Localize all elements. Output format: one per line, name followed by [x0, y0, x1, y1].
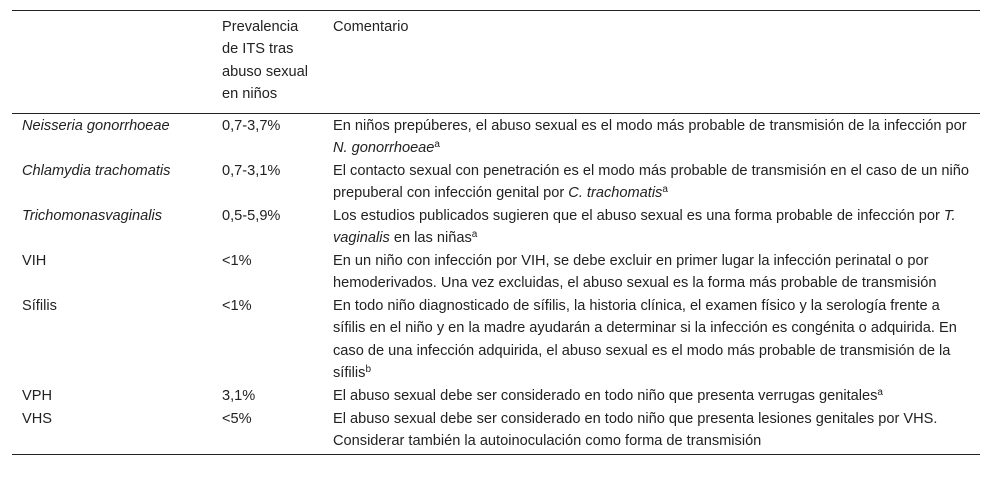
organism-cell: VHS	[22, 410, 53, 427]
comment-text: En todo niño diagnosticado de sífilis, la historia clínica, el examen físico y la serología frente a sífilis en el niño y en la madre ayudarán a determinar si la infección es congénita o adquirida. En caso de una infección adquirida, el abuso sexual es el modo más probable de transmisión de la sífilis	[333, 298, 957, 381]
prevalence-cell: 0,7-3,7%	[222, 117, 281, 134]
comment-text: En un niño con infección por VIH, se debe excluir en primer lugar la infección perinatal o por hemoderivados. Una vez excluidas, el abuso sexual es la forma más probable de transmisión	[333, 253, 937, 292]
comment-organism-name: N. gonorrhoeae	[333, 139, 435, 156]
prevalence-cell: <5%	[222, 410, 252, 427]
table-header	[12, 11, 980, 114]
comment-organism-name: C. trachomatis	[568, 184, 663, 201]
organism-cell: Sífilis	[22, 298, 57, 315]
header-prevalence: Prevalencia de ITS tras abuso sexual en niños	[222, 19, 309, 103]
prevalence-cell: <1%	[222, 298, 252, 315]
prevalence-cell: 3,1%	[222, 387, 256, 404]
table-body	[12, 113, 980, 454]
comment-text: El abuso sexual debe ser considerado en todo niño que presenta verrugas genitales	[333, 387, 878, 404]
header-row	[12, 11, 980, 114]
comment-cell	[323, 294, 980, 383]
comment-cell	[323, 113, 980, 159]
footnote-marker: a	[471, 229, 478, 241]
table-row	[12, 294, 980, 383]
footnote-marker: a	[877, 386, 883, 398]
comment-text: En niños prepúberes, el abuso sexual es el modo más probable de transmisión de la infección por	[333, 117, 967, 134]
organism-cell: Trichomonasvaginalis	[22, 208, 163, 224]
organism-cell: Chlamydia trachomatis	[22, 162, 171, 179]
comment-text: El abuso sexual debe ser considerado en todo niño que presenta lesiones genitales por VHS. Considerar también la autoinoculación como forma de transmisión	[333, 410, 938, 449]
sti-prevalence-table	[12, 10, 980, 455]
comment-cell	[323, 204, 980, 249]
comment-organism-name: T. vaginalis	[333, 208, 956, 247]
comment-cell	[323, 384, 980, 407]
table-row	[12, 384, 980, 407]
table-row	[12, 204, 980, 249]
table-row	[12, 249, 980, 294]
footnote-marker: b	[365, 363, 371, 375]
organism-cell: VIH	[22, 253, 47, 270]
table-row	[12, 113, 980, 159]
comment-text: El contacto sexual con penetración es el modo más probable de transmisión en el caso de un niño prepuberal con infección genital por	[333, 162, 970, 201]
table-row	[12, 407, 980, 455]
comment-text-tail: en las niñas	[389, 230, 472, 247]
prevalence-cell: 0,5-5,9%	[222, 208, 281, 224]
header-organism	[12, 11, 212, 114]
footnote-marker: a	[662, 183, 668, 195]
comment-cell	[323, 407, 980, 455]
comment-cell	[323, 249, 980, 294]
prevalence-cell: <1%	[222, 253, 252, 270]
organism-cell: VPH	[22, 387, 53, 404]
footnote-marker: a	[434, 138, 440, 150]
header-comment: Comentario	[333, 19, 409, 35]
comment-cell	[323, 159, 980, 204]
prevalence-cell: 0,7-3,1%	[222, 162, 281, 179]
comment-text: Los estudios publicados sugieren que el abuso sexual es una forma probable de infección por	[333, 208, 944, 224]
table-row	[12, 159, 980, 204]
organism-cell: Neisseria gonorrhoeae	[22, 117, 170, 134]
